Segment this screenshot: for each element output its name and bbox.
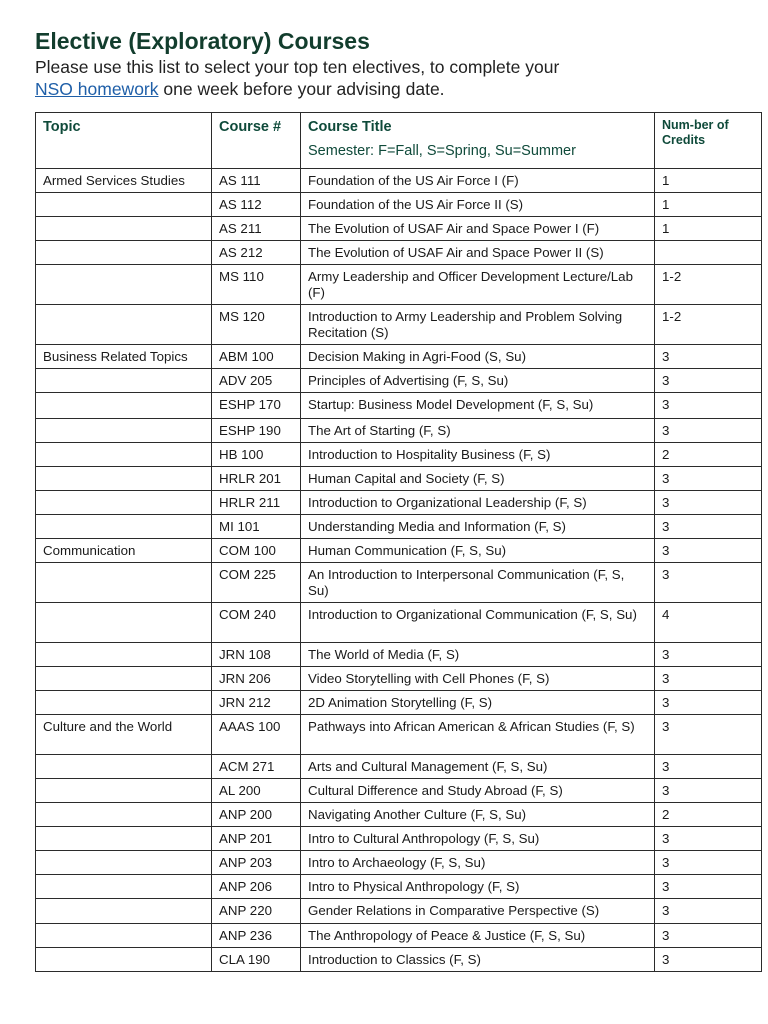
header-credits: Num-ber of Credits [655,113,762,169]
cell-course-title: Video Storytelling with Cell Phones (F, S) [301,667,655,691]
cell-course-title: Cultural Difference and Study Abroad (F, S) [301,779,655,803]
cell-credits: 3 [655,715,762,755]
cell-course-title: Gender Relations in Comparative Perspective (S) [301,899,655,924]
table-row [36,803,762,827]
cell-credits: 3 [655,779,762,803]
cell-topic [36,803,212,827]
cell-topic [36,603,212,643]
cell-course-title: Decision Making in Agri-Food (S, Su) [301,345,655,369]
cell-course-number: ANP 201 [212,827,301,851]
cell-course-number: AS 111 [212,169,301,193]
nso-homework-link[interactable]: NSO homework [35,79,159,99]
table-row [36,715,762,755]
cell-topic [36,265,212,305]
cell-credits: 3 [655,851,762,875]
cell-topic [36,515,212,539]
cell-course-title: Pathways into African American & African Studies (F, S) [301,715,655,755]
table-row [36,899,762,924]
cell-course-number: JRN 206 [212,667,301,691]
cell-course-title: Navigating Another Culture (F, S, Su) [301,803,655,827]
cell-topic [36,419,212,443]
cell-credits: 3 [655,539,762,563]
cell-course-number: MI 101 [212,515,301,539]
cell-topic [36,899,212,924]
cell-topic [36,491,212,515]
cell-credits: 3 [655,393,762,419]
cell-credits: 3 [655,667,762,691]
cell-course-title: Understanding Media and Information (F, S) [301,515,655,539]
table-row [36,193,762,217]
table-row [36,948,762,972]
table-row [36,563,762,603]
cell-topic [36,827,212,851]
cell-course-title: The Art of Starting (F, S) [301,419,655,443]
table-row [36,603,762,643]
table-header-row [36,113,762,169]
table-row [36,875,762,899]
intro-text-start: Please use this list to select your top ten electives, to complete your [35,57,560,77]
cell-topic [36,369,212,393]
cell-credits: 3 [655,948,762,972]
table-row [36,241,762,265]
table-row [36,443,762,467]
table-row [36,393,762,419]
cell-course-title: Introduction to Hospitality Business (F, S) [301,443,655,467]
cell-topic [36,467,212,491]
cell-credits: 3 [655,515,762,539]
cell-topic [36,875,212,899]
cell-course-title: Introduction to Organizational Leadership (F, S) [301,491,655,515]
cell-course-number: JRN 108 [212,643,301,667]
cell-course-title: Foundation of the US Air Force II (S) [301,193,655,217]
cell-topic: Culture and the World [36,715,212,755]
cell-credits: 2 [655,803,762,827]
table-row [36,667,762,691]
cell-course-number: HB 100 [212,443,301,467]
table-row [36,643,762,667]
cell-course-number: ANP 200 [212,803,301,827]
cell-course-title: Intro to Physical Anthropology (F, S) [301,875,655,899]
cell-course-number: ANP 236 [212,924,301,948]
cell-credits: 3 [655,643,762,667]
cell-credits [655,241,762,265]
table-row [36,369,762,393]
cell-course-number: AS 211 [212,217,301,241]
cell-course-number: ANP 206 [212,875,301,899]
cell-credits: 3 [655,369,762,393]
cell-course-number: ANP 220 [212,899,301,924]
table-row [36,691,762,715]
table-row [36,515,762,539]
cell-course-number: COM 240 [212,603,301,643]
header-course-title-label: Course Title [308,119,392,135]
cell-topic [36,305,212,345]
header-course-number: Course # [212,113,301,169]
table-row [36,305,762,345]
table-row [36,345,762,369]
cell-credits: 3 [655,419,762,443]
cell-topic [36,563,212,603]
cell-course-number: CLA 190 [212,948,301,972]
cell-topic [36,948,212,972]
cell-topic [36,691,212,715]
cell-credits: 1-2 [655,305,762,345]
table-row [36,419,762,443]
cell-course-title: Human Communication (F, S, Su) [301,539,655,563]
cell-course-title: Foundation of the US Air Force I (F) [301,169,655,193]
cell-topic: Communication [36,539,212,563]
cell-credits: 3 [655,563,762,603]
cell-topic: Business Related Topics [36,345,212,369]
cell-credits: 1 [655,217,762,241]
cell-credits: 3 [655,755,762,779]
cell-course-title: Intro to Cultural Anthropology (F, S, Su) [301,827,655,851]
cell-credits: 1 [655,193,762,217]
cell-course-number: ACM 271 [212,755,301,779]
cell-course-title: Arts and Cultural Management (F, S, Su) [301,755,655,779]
cell-credits: 3 [655,924,762,948]
cell-course-title: 2D Animation Storytelling (F, S) [301,691,655,715]
table-row [36,169,762,193]
cell-topic [36,393,212,419]
cell-credits: 1 [655,169,762,193]
document-page [35,26,761,967]
cell-topic [36,217,212,241]
cell-course-number: ADV 205 [212,369,301,393]
cell-course-title: The Evolution of USAF Air and Space Power II (S) [301,241,655,265]
cell-topic [36,667,212,691]
table-row [36,491,762,515]
cell-course-title: An Introduction to Interpersonal Communication (F, S, Su) [301,563,655,603]
cell-topic [36,241,212,265]
cell-course-number: COM 100 [212,539,301,563]
cell-course-number: MS 110 [212,265,301,305]
table-row [36,827,762,851]
cell-credits: 3 [655,875,762,899]
cell-course-number: ANP 203 [212,851,301,875]
cell-course-title: Introduction to Army Leadership and Problem Solving Recitation (S) [301,305,655,345]
cell-course-number: HRLR 211 [212,491,301,515]
header-topic: Topic [36,113,212,169]
cell-course-title: Human Capital and Society (F, S) [301,467,655,491]
cell-course-number: AL 200 [212,779,301,803]
courses-table [35,112,762,972]
cell-topic: Armed Services Studies [36,169,212,193]
table-row [36,539,762,563]
cell-topic [36,851,212,875]
cell-course-title: The World of Media (F, S) [301,643,655,667]
cell-topic [36,924,212,948]
header-semester-key: Semester: F=Fall, S=Spring, Su=Summer [308,143,576,159]
cell-course-number: AS 112 [212,193,301,217]
cell-course-title: Introduction to Classics (F, S) [301,948,655,972]
cell-credits: 3 [655,467,762,491]
cell-topic [36,779,212,803]
cell-course-title: Introduction to Organizational Communication (F, S, Su) [301,603,655,643]
cell-course-number: COM 225 [212,563,301,603]
cell-course-number: ABM 100 [212,345,301,369]
cell-credits: 3 [655,827,762,851]
cell-course-number: AS 212 [212,241,301,265]
cell-credits: 3 [655,491,762,515]
cell-course-number: AAAS 100 [212,715,301,755]
cell-credits: 3 [655,691,762,715]
cell-credits: 4 [655,603,762,643]
cell-course-number: JRN 212 [212,691,301,715]
cell-topic [36,643,212,667]
cell-course-title: Intro to Archaeology (F, S, Su) [301,851,655,875]
table-row [36,924,762,948]
table-row [36,755,762,779]
cell-course-number: ESHP 190 [212,419,301,443]
cell-course-number: HRLR 201 [212,467,301,491]
cell-course-number: MS 120 [212,305,301,345]
cell-credits: 2 [655,443,762,467]
cell-course-title: Army Leadership and Officer Development Lecture/Lab (F) [301,265,655,305]
table-row [36,779,762,803]
cell-credits: 1-2 [655,265,762,305]
cell-course-title: The Evolution of USAF Air and Space Power I (F) [301,217,655,241]
table-row [36,217,762,241]
cell-topic [36,193,212,217]
page-title: Elective (Exploratory) Courses [35,28,370,54]
intro-text-end: one week before your advising date. [163,79,445,99]
header-course-title [301,113,655,169]
cell-topic [36,443,212,467]
cell-course-title: Principles of Advertising (F, S, Su) [301,369,655,393]
table-row [36,467,762,491]
cell-credits: 3 [655,345,762,369]
cell-course-title: Startup: Business Model Development (F, S, Su) [301,393,655,419]
cell-course-number: ESHP 170 [212,393,301,419]
cell-topic [36,755,212,779]
intro-text [35,56,761,100]
cell-credits: 3 [655,899,762,924]
table-row [36,851,762,875]
table-row [36,265,762,305]
cell-course-title: The Anthropology of Peace & Justice (F, S, Su) [301,924,655,948]
